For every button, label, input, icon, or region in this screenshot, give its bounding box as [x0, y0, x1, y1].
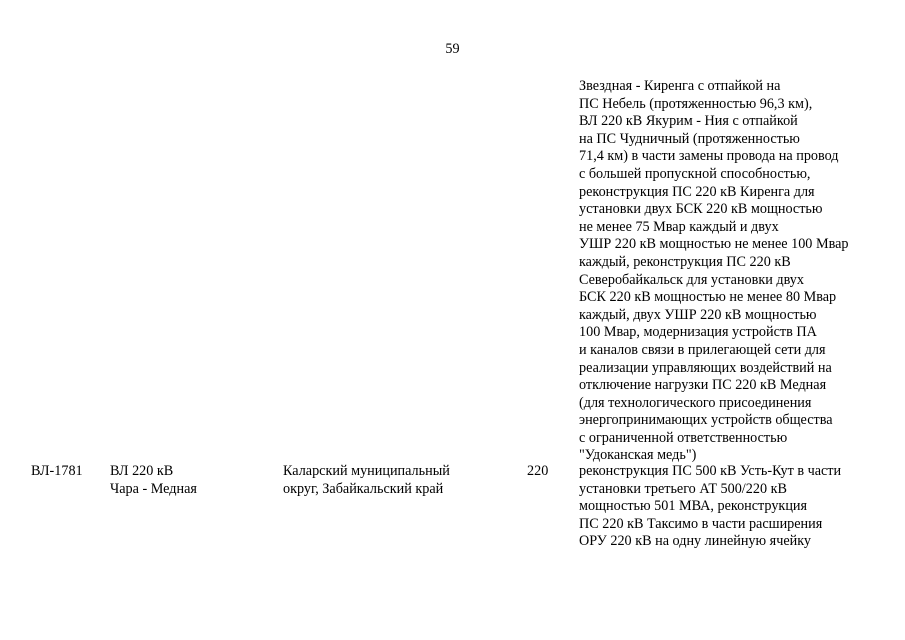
location-cell [283, 463, 450, 498]
description-line: ОРУ 220 кВ на одну линейную ячейку [579, 533, 812, 550]
description-line: на ПС Чудничный (протяженностью [579, 130, 800, 147]
description-line: реализации управляющих воздействий на [579, 359, 832, 376]
line-name-text: ВЛ 220 кВ [110, 463, 174, 479]
line-name-text: Чара - Медная [110, 480, 197, 497]
location-text: Каларский муниципальный [283, 463, 450, 479]
description-line: Звездная - Киренга с отпайкой на [579, 78, 781, 94]
description-line: и каналов связи в прилегающей сети для [579, 341, 826, 358]
description-line: реконструкция ПС 500 кВ Усть-Кут в части [579, 463, 842, 479]
line-name-cell [110, 463, 197, 498]
description-line: не менее 75 Мвар каждый и двух [579, 218, 779, 235]
description-line: ВЛ 220 кВ Якурим - Ния с отпайкой [579, 113, 798, 130]
location-text: округ, Забайкальский край [283, 480, 444, 497]
description-line: (для технологического присоединения [579, 394, 812, 411]
description-line: ПС 220 кВ Таксимо в части расширения [579, 515, 823, 532]
description-line: установки двух БСК 220 кВ мощностью [579, 201, 823, 218]
description-line: отключение нагрузки ПС 220 кВ Медная [579, 377, 827, 394]
description-line: 71,4 км) в части замены провода на провод [579, 148, 839, 165]
description-line: с большей пропускной способностью, [579, 165, 811, 182]
description-line: установки третьего АТ 500/220 кВ [579, 480, 787, 497]
page-number: 59 [445, 41, 460, 57]
description-line: ПС Небель (протяженностью 96,3 км), [579, 95, 813, 112]
description-line: БСК 220 кВ мощностью не менее 80 Мвар [579, 289, 837, 306]
description-cell [579, 463, 841, 551]
description-line: реконструкция ПС 220 кВ Киренга для [579, 183, 815, 200]
description-line: с ограниченной ответственностью [579, 429, 788, 446]
description-line: УШР 220 кВ мощностью не менее 100 Мвар [579, 236, 849, 253]
line-code-cell: ВЛ-1781 [31, 463, 83, 479]
description-line: энергопринимающих устройств общества [579, 412, 833, 429]
description-line: мощностью 501 МВА, реконструкция [579, 498, 808, 515]
description-line: "Удоканская медь") [579, 447, 697, 464]
voltage-cell: 220 [527, 463, 549, 479]
description-line: каждый, двух УШР 220 кВ мощностью [579, 306, 817, 323]
continued-description-cell [579, 78, 899, 465]
description-line: каждый, реконструкция ПС 220 кВ [579, 253, 791, 270]
description-line: 100 Мвар, модернизация устройств ПА [579, 324, 817, 341]
description-line: Северобайкальск для установки двух [579, 271, 804, 288]
